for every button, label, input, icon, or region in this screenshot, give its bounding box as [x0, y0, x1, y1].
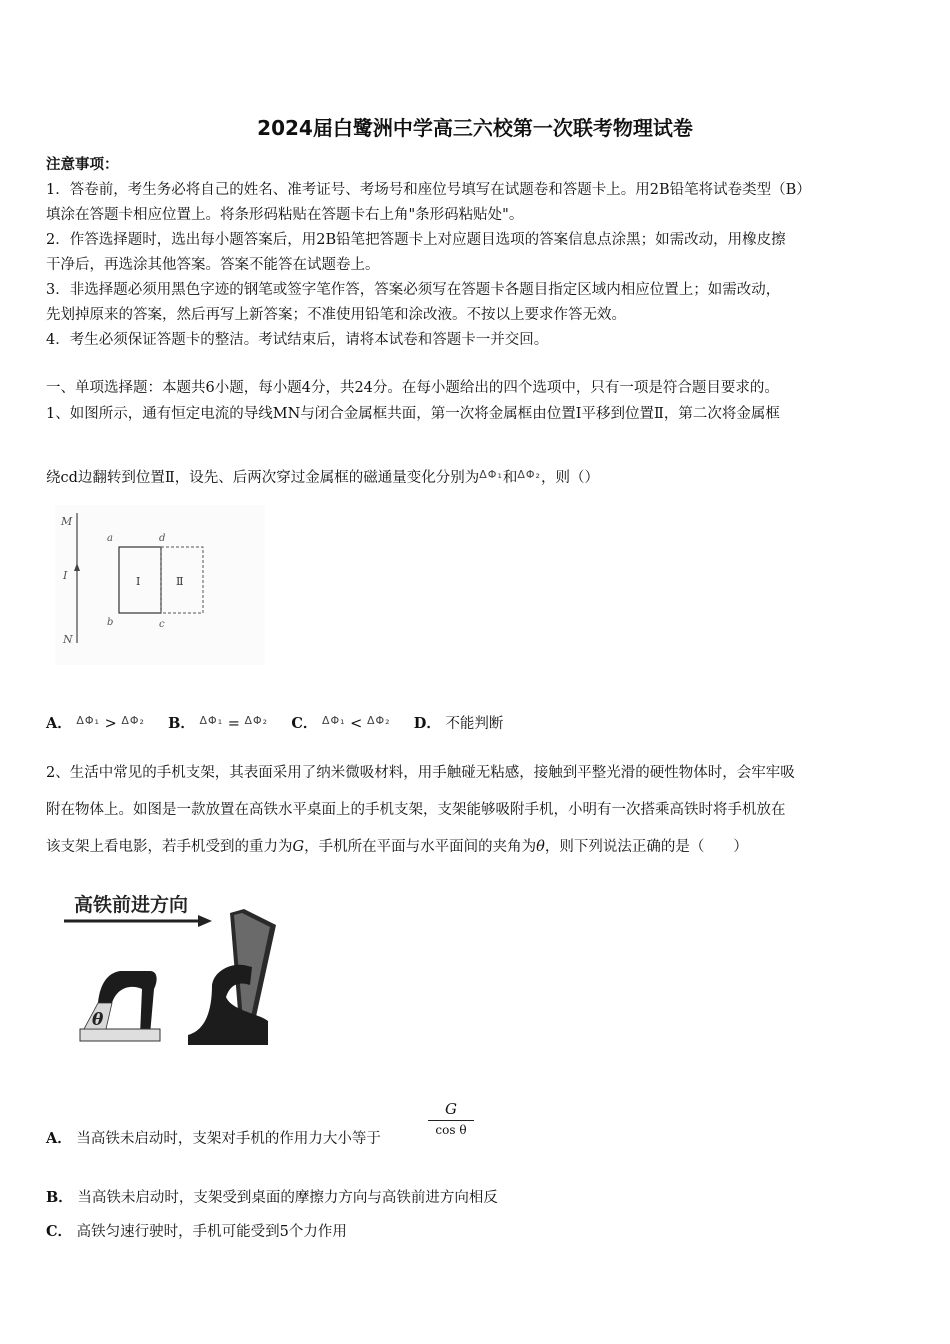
q2-stem-text-a: 该支架上看电影，若手机受到的重力为 [46, 839, 293, 855]
option-b-label: B． [168, 715, 195, 732]
symbol-theta: θ [536, 839, 545, 855]
q1-stem-text: 绕cd边翻转到位置Ⅱ，设先、后两次穿过金属框的磁通量变化分别为 [46, 470, 480, 486]
q2-option-c-text: 高铁匀速行驶时，手机可能受到5个力作用 [76, 1224, 347, 1240]
label-d: d [159, 533, 166, 544]
flux-change-2: ΔΦ₂ [517, 468, 541, 481]
fraction-denominator: cos θ [435, 1123, 467, 1137]
notice-line: 干净后，再选涂其他答案。答案不能答在试题卷上。 [46, 257, 380, 273]
label-pos1: Ⅰ [136, 575, 141, 588]
q2-option-c-label: C． [46, 1223, 73, 1240]
symbol-g: G [292, 839, 305, 855]
option-a-op: > [104, 716, 117, 732]
label-i: I [63, 569, 68, 582]
option-a-label: A． [46, 715, 72, 732]
notice-line: 1．答卷前，考生务必将自己的姓名、准考证号、考场号和座位号填写在试题卷和答题卡上。用2B铅笔将试卷类型（B） [46, 182, 811, 198]
q2-option-a-label: A． [46, 1130, 72, 1147]
option-a-left: ΔΦ₁ [76, 714, 100, 727]
page-title: 2024届白鹭洲中学高三六校第一次联考物理试卷 [257, 116, 693, 140]
q1-options [46, 712, 503, 733]
q2-option-a-text: 当高铁未启动时，支架对手机的作用力大小等于 [76, 1131, 381, 1147]
option-b-right: ΔΦ₂ [244, 714, 269, 727]
q2-stem-text-c: ，则下列说法正确的是（ ） [544, 839, 748, 855]
fraction [428, 1100, 474, 1137]
label-c: c [159, 619, 165, 630]
q2-option-b-label: B． [46, 1189, 73, 1206]
notice-line: 填涂在答题卡相应位置上。将条形码粘贴在答题卡右上角"条形码粘贴处"。 [46, 207, 524, 223]
q2-figure [62, 885, 282, 1055]
flux-change-1: ΔΦ₁ [479, 468, 503, 481]
figure-caption: 高铁前进方向 [74, 894, 189, 916]
q2-stem-line3 [46, 835, 748, 856]
fraction-bar [428, 1120, 474, 1121]
q1-figure [55, 505, 265, 665]
q2-option-b-text: 当高铁未启动时，支架受到桌面的摩擦力方向与高铁前进方向相反 [77, 1190, 498, 1206]
q1-stem-line1: 1、如图所示，通有恒定电流的导线MN与闭合金属框共面，第一次将金属框由位置Ⅰ平移到位置Ⅱ，第二次将金属框 [46, 406, 780, 422]
label-m: M [61, 515, 73, 528]
q2-option-a [46, 1127, 381, 1148]
notice-line: 4．考生必须保证答题卡的整洁。考试结束后，请将本试卷和答题卡一并交回。 [46, 332, 549, 348]
option-b-left: ΔΦ₁ [199, 714, 224, 727]
q2-option-b [46, 1186, 498, 1207]
label-n: N [63, 633, 73, 646]
option-d-text: 不能判断 [445, 716, 504, 732]
figure-background [55, 505, 265, 665]
notice-line: 先划掉原来的答案，然后再写上新答案；不准使用铅笔和涂改液。不按以上要求作答无效。 [46, 307, 626, 323]
figure-angle-label: θ [92, 1010, 104, 1030]
q1-stem-line2 [46, 466, 599, 487]
q2-option-c [46, 1220, 347, 1241]
q2-stem-text-b: ，手机所在平面与水平面间的夹角为 [304, 839, 537, 855]
option-c-label: C． [291, 715, 318, 732]
stand-base-left [80, 1029, 160, 1041]
label-pos2: Ⅱ [176, 575, 184, 588]
label-a: a [107, 533, 113, 544]
fraction-numerator: G [445, 1100, 457, 1118]
direction-arrow-icon [198, 915, 212, 927]
option-a-right: ΔΦ₂ [121, 714, 145, 727]
notice-heading: 注意事项： [46, 156, 119, 173]
q2-stem-line1: 2、生活中常见的手机支架，其表面采用了纳米微吸材料，用手触碰无粘感，接触到平整光滑的硬性物体时，会牢牢吸 [46, 765, 795, 781]
notice-line: 2．作答选择题时，选出每小题答案后，用2B铅笔把答题卡上对应题目选项的答案信息点涂黑；如需改动，用橡皮擦 [46, 232, 786, 248]
option-c-op: < [350, 716, 363, 732]
option-c-right: ΔΦ₂ [366, 714, 391, 727]
option-c-left: ΔΦ₁ [321, 714, 346, 727]
q1-stem-end: ，则（） [540, 470, 599, 486]
notice-line: 3．非选择题必须用黑色字迹的钢笔或签字笔作答，答案必须写在答题卡各题目指定区域内相应位置上；如需改动， [46, 282, 781, 298]
q1-and: 和 [502, 470, 518, 486]
option-d-label: D． [413, 715, 441, 732]
section-heading: 一、单项选择题：本题共6小题，每小题4分，共24分。在每小题给出的四个选项中，只有一项是符合题目要求的。 [46, 380, 779, 396]
option-b-op: = [227, 716, 240, 732]
label-b: b [107, 617, 114, 628]
q2-stem-line2: 附在物体上。如图是一款放置在高铁水平桌面上的手机支架，支架能够吸附手机，小明有一次搭乘高铁时将手机放在 [46, 802, 786, 818]
